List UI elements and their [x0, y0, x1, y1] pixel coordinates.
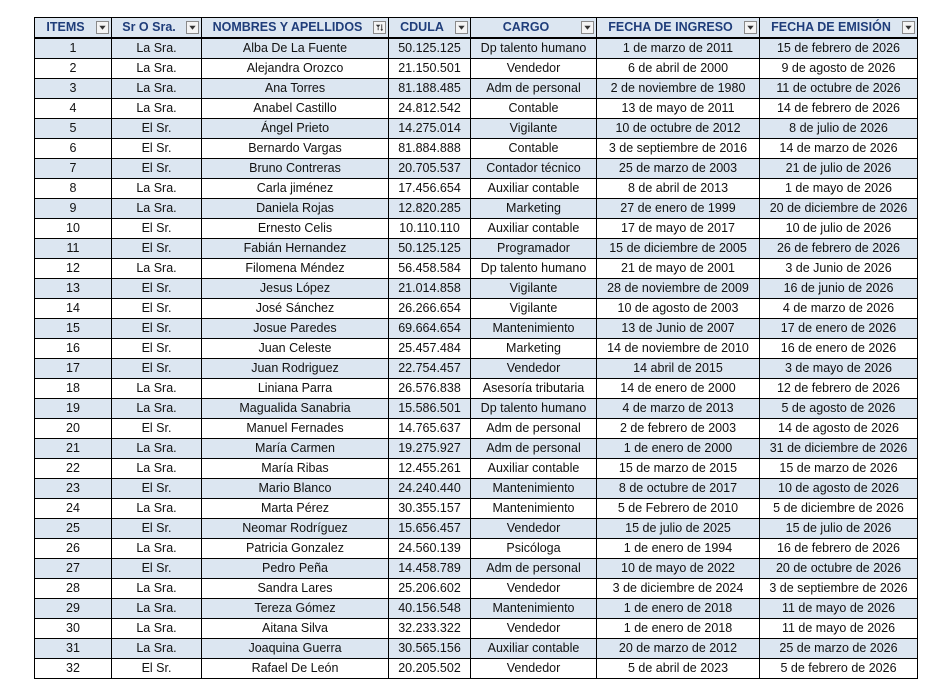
- cell-cedula[interactable]: 24.240.440: [389, 479, 471, 499]
- cell-treatment[interactable]: El Sr.: [112, 559, 202, 579]
- cell-treatment[interactable]: El Sr.: [112, 319, 202, 339]
- cell-cedula[interactable]: 69.664.654: [389, 319, 471, 339]
- cell-cedula[interactable]: 19.275.927: [389, 439, 471, 459]
- cell-issue-date[interactable]: 9 de agosto de 2026: [760, 59, 918, 79]
- cell-issue-date[interactable]: 20 de diciembre de 2026: [760, 199, 918, 219]
- cell-full-name[interactable]: Anabel Castillo: [202, 99, 389, 119]
- cell-position[interactable]: Adm de personal: [471, 79, 597, 99]
- cell-position[interactable]: Asesoría tributaria: [471, 379, 597, 399]
- cell-treatment[interactable]: El Sr.: [112, 219, 202, 239]
- cell-full-name[interactable]: Sandra Lares: [202, 579, 389, 599]
- cell-full-name[interactable]: Ana Torres: [202, 79, 389, 99]
- cell-issue-date[interactable]: 5 de febrero de 2026: [760, 659, 918, 679]
- column-header-issue-date[interactable]: [760, 18, 918, 39]
- cell-start-date[interactable]: 8 de abril de 2013: [597, 179, 760, 199]
- table-row: [35, 99, 918, 119]
- table-row: [35, 339, 918, 359]
- cell-items[interactable]: 8: [35, 179, 112, 199]
- cell-full-name[interactable]: Fabián Hernandez: [202, 239, 389, 259]
- cell-full-name[interactable]: Magualida Sanabria: [202, 399, 389, 419]
- cell-start-date[interactable]: 27 de enero de 1999: [597, 199, 760, 219]
- filter-dropdown-icon[interactable]: [581, 21, 594, 34]
- cell-items[interactable]: 17: [35, 359, 112, 379]
- cell-treatment[interactable]: El Sr.: [112, 339, 202, 359]
- cell-start-date[interactable]: 10 de mayo de 2022: [597, 559, 760, 579]
- table-row: [35, 399, 918, 419]
- cell-cedula[interactable]: 26.266.654: [389, 299, 471, 319]
- cell-full-name[interactable]: Juan Rodriguez: [202, 359, 389, 379]
- cell-start-date[interactable]: 28 de noviembre de 2009: [597, 279, 760, 299]
- cell-full-name[interactable]: Manuel Fernades: [202, 419, 389, 439]
- filter-dropdown-icon[interactable]: [902, 21, 915, 34]
- cell-start-date[interactable]: 5 de Febrero de 2010: [597, 499, 760, 519]
- cell-issue-date[interactable]: 20 de octubre de 2026: [760, 559, 918, 579]
- table-row: [35, 439, 918, 459]
- cell-start-date[interactable]: 1 de enero de 2018: [597, 619, 760, 639]
- cell-full-name[interactable]: Alejandra Orozco: [202, 59, 389, 79]
- cell-treatment[interactable]: El Sr.: [112, 159, 202, 179]
- cell-start-date[interactable]: 3 de diciembre de 2024: [597, 579, 760, 599]
- cell-full-name[interactable]: Pedro Peña: [202, 559, 389, 579]
- column-header-full-name[interactable]: [202, 18, 389, 39]
- cell-start-date[interactable]: 2 de febrero de 2003: [597, 419, 760, 439]
- column-header-cedula[interactable]: [389, 18, 471, 39]
- cell-full-name[interactable]: Patricia Gonzalez: [202, 539, 389, 559]
- cell-start-date[interactable]: 3 de septiembre de 2016: [597, 139, 760, 159]
- cell-cedula[interactable]: 24.560.139: [389, 539, 471, 559]
- cell-full-name[interactable]: Liniana Parra: [202, 379, 389, 399]
- cell-cedula[interactable]: 32.233.322: [389, 619, 471, 639]
- cell-issue-date[interactable]: 5 de agosto de 2026: [760, 399, 918, 419]
- cell-cedula[interactable]: 14.765.637: [389, 419, 471, 439]
- table-row: [35, 139, 918, 159]
- cell-position[interactable]: Contable: [471, 139, 597, 159]
- cell-full-name[interactable]: Ernesto Celis: [202, 219, 389, 239]
- column-header-treatment[interactable]: [112, 18, 202, 39]
- cell-issue-date[interactable]: 8 de julio de 2026: [760, 119, 918, 139]
- cell-items[interactable]: 24: [35, 499, 112, 519]
- cell-full-name[interactable]: Rafael De León: [202, 659, 389, 679]
- cell-items[interactable]: 32: [35, 659, 112, 679]
- cell-cedula[interactable]: 20.705.537: [389, 159, 471, 179]
- cell-issue-date[interactable]: 1 de mayo de 2026: [760, 179, 918, 199]
- cell-cedula[interactable]: 56.458.584: [389, 259, 471, 279]
- column-header-cell: [471, 18, 596, 37]
- cell-treatment[interactable]: La Sra.: [112, 599, 202, 619]
- cell-treatment[interactable]: El Sr.: [112, 359, 202, 379]
- table-row: [35, 459, 918, 479]
- column-header-label: Sr O Sra.: [122, 20, 176, 34]
- column-header-cell: [597, 18, 759, 37]
- cell-full-name[interactable]: Alba De La Fuente: [202, 38, 389, 59]
- cell-cedula[interactable]: 15.656.457: [389, 519, 471, 539]
- cell-position[interactable]: Auxiliar contable: [471, 459, 597, 479]
- cell-items[interactable]: 11: [35, 239, 112, 259]
- cell-treatment[interactable]: La Sra.: [112, 539, 202, 559]
- cell-cedula[interactable]: 14.275.014: [389, 119, 471, 139]
- cell-issue-date[interactable]: 16 de junio de 2026: [760, 279, 918, 299]
- cell-position[interactable]: Vendedor: [471, 359, 597, 379]
- column-header-cell: [35, 18, 111, 37]
- cell-treatment[interactable]: El Sr.: [112, 659, 202, 679]
- cell-items[interactable]: 14: [35, 299, 112, 319]
- cell-full-name[interactable]: Juan Celeste: [202, 339, 389, 359]
- cell-cedula[interactable]: 17.456.654: [389, 179, 471, 199]
- header-row: [35, 18, 918, 39]
- cell-treatment[interactable]: La Sra.: [112, 59, 202, 79]
- column-header-label: FECHA DE INGRESO: [608, 20, 733, 34]
- cell-position[interactable]: Adm de personal: [471, 419, 597, 439]
- cell-position[interactable]: Dp talento humano: [471, 259, 597, 279]
- cell-full-name[interactable]: Neomar Rodríguez: [202, 519, 389, 539]
- table-row: [35, 38, 918, 59]
- cell-start-date[interactable]: 14 de enero de 2000: [597, 379, 760, 399]
- cell-items[interactable]: 9: [35, 199, 112, 219]
- table-row: [35, 419, 918, 439]
- column-header-start-date[interactable]: [597, 18, 760, 39]
- cell-items[interactable]: 25: [35, 519, 112, 539]
- cell-treatment[interactable]: La Sra.: [112, 399, 202, 419]
- filter-dropdown-icon[interactable]: [744, 21, 757, 34]
- cell-full-name[interactable]: María Ribas: [202, 459, 389, 479]
- cell-issue-date[interactable]: 3 de mayo de 2026: [760, 359, 918, 379]
- cell-cedula[interactable]: 12.455.261: [389, 459, 471, 479]
- cell-items[interactable]: 27: [35, 559, 112, 579]
- cell-issue-date[interactable]: 10 de agosto de 2026: [760, 479, 918, 499]
- table-row: [35, 379, 918, 399]
- cell-start-date[interactable]: 1 de marzo de 2011: [597, 38, 760, 59]
- cell-full-name[interactable]: Bernardo Vargas: [202, 139, 389, 159]
- cell-items[interactable]: 1: [35, 38, 112, 59]
- cell-full-name[interactable]: Josue Paredes: [202, 319, 389, 339]
- cell-issue-date[interactable]: 10 de julio de 2026: [760, 219, 918, 239]
- cell-treatment[interactable]: El Sr.: [112, 299, 202, 319]
- cell-start-date[interactable]: 2 de noviembre de 1980: [597, 79, 760, 99]
- cell-issue-date[interactable]: 16 de enero de 2026: [760, 339, 918, 359]
- filter-dropdown-icon[interactable]: [455, 21, 468, 34]
- cell-position[interactable]: Mantenimiento: [471, 319, 597, 339]
- column-header-label: CDULA: [400, 20, 444, 34]
- cell-issue-date[interactable]: 14 de marzo de 2026: [760, 139, 918, 159]
- cell-position[interactable]: Dp talento humano: [471, 399, 597, 419]
- cell-issue-date[interactable]: 25 de marzo de 2026: [760, 639, 918, 659]
- cell-treatment[interactable]: La Sra.: [112, 439, 202, 459]
- table-row: [35, 219, 918, 239]
- cell-start-date[interactable]: 25 de marzo de 2003: [597, 159, 760, 179]
- cell-issue-date[interactable]: 5 de diciembre de 2026: [760, 499, 918, 519]
- cell-cedula[interactable]: 25.206.602: [389, 579, 471, 599]
- cell-treatment[interactable]: El Sr.: [112, 479, 202, 499]
- column-header-label: FECHA DE EMISIÓN: [771, 20, 891, 34]
- cell-start-date[interactable]: 14 abril de 2015: [597, 359, 760, 379]
- table-header: [35, 18, 918, 39]
- cell-start-date[interactable]: 4 de marzo de 2013: [597, 399, 760, 419]
- cell-position[interactable]: Vendedor: [471, 579, 597, 599]
- table-row: [35, 619, 918, 639]
- column-header-label: ITEMS: [46, 20, 85, 34]
- cell-full-name[interactable]: Ángel Prieto: [202, 119, 389, 139]
- cell-start-date[interactable]: 10 de octubre de 2012: [597, 119, 760, 139]
- cell-start-date[interactable]: 1 de enero de 1994: [597, 539, 760, 559]
- table-row: [35, 179, 918, 199]
- cell-cedula[interactable]: 12.820.285: [389, 199, 471, 219]
- table-row: [35, 159, 918, 179]
- table-row: [35, 199, 918, 219]
- cell-position[interactable]: Programador: [471, 239, 597, 259]
- cell-treatment[interactable]: La Sra.: [112, 199, 202, 219]
- table-row: [35, 119, 918, 139]
- cell-position[interactable]: Marketing: [471, 199, 597, 219]
- table-row: [35, 519, 918, 539]
- cell-position[interactable]: Mantenimiento: [471, 499, 597, 519]
- table-row: [35, 239, 918, 259]
- cell-items[interactable]: 29: [35, 599, 112, 619]
- cell-full-name[interactable]: José Sánchez: [202, 299, 389, 319]
- filter-dropdown-icon[interactable]: [96, 21, 109, 34]
- cell-start-date[interactable]: 15 de julio de 2025: [597, 519, 760, 539]
- cell-items[interactable]: 18: [35, 379, 112, 399]
- cell-issue-date[interactable]: 11 de octubre de 2026: [760, 79, 918, 99]
- cell-position[interactable]: Mantenimiento: [471, 479, 597, 499]
- cell-treatment[interactable]: El Sr.: [112, 119, 202, 139]
- cell-cedula[interactable]: 50.125.125: [389, 38, 471, 59]
- cell-issue-date[interactable]: 11 de mayo de 2026: [760, 599, 918, 619]
- cell-cedula[interactable]: 20.205.502: [389, 659, 471, 679]
- employee-table: [34, 17, 918, 679]
- sort-filter-icon[interactable]: [373, 21, 386, 34]
- table-row: [35, 599, 918, 619]
- cell-issue-date[interactable]: 14 de agosto de 2026: [760, 419, 918, 439]
- cell-position[interactable]: Vendedor: [471, 59, 597, 79]
- table-row: [35, 559, 918, 579]
- cell-treatment[interactable]: La Sra.: [112, 459, 202, 479]
- cell-cedula[interactable]: 81.884.888: [389, 139, 471, 159]
- cell-start-date[interactable]: 17 de mayo de 2017: [597, 219, 760, 239]
- cell-cedula[interactable]: 50.125.125: [389, 239, 471, 259]
- cell-treatment[interactable]: La Sra.: [112, 38, 202, 59]
- cell-items[interactable]: 12: [35, 259, 112, 279]
- table-body: [35, 38, 918, 679]
- cell-start-date[interactable]: 13 de Junio de 2007: [597, 319, 760, 339]
- cell-issue-date[interactable]: 15 de julio de 2026: [760, 519, 918, 539]
- cell-start-date[interactable]: 14 de noviembre de 2010: [597, 339, 760, 359]
- cell-items[interactable]: 3: [35, 79, 112, 99]
- cell-treatment[interactable]: La Sra.: [112, 639, 202, 659]
- cell-cedula[interactable]: 10.110.110: [389, 219, 471, 239]
- table-row: [35, 79, 918, 99]
- cell-cedula[interactable]: 26.576.838: [389, 379, 471, 399]
- cell-items[interactable]: 2: [35, 59, 112, 79]
- cell-full-name[interactable]: Jesus López: [202, 279, 389, 299]
- cell-items[interactable]: 6: [35, 139, 112, 159]
- cell-items[interactable]: 23: [35, 479, 112, 499]
- cell-position[interactable]: Vigilante: [471, 299, 597, 319]
- table-row: [35, 319, 918, 339]
- cell-treatment[interactable]: La Sra.: [112, 499, 202, 519]
- cell-start-date[interactable]: 1 de enero de 2000: [597, 439, 760, 459]
- cell-treatment[interactable]: El Sr.: [112, 139, 202, 159]
- cell-position[interactable]: Auxiliar contable: [471, 179, 597, 199]
- column-header-label: CARGO: [502, 20, 550, 34]
- cell-cedula[interactable]: 24.812.542: [389, 99, 471, 119]
- cell-treatment[interactable]: La Sra.: [112, 99, 202, 119]
- cell-items[interactable]: 30: [35, 619, 112, 639]
- cell-treatment[interactable]: El Sr.: [112, 519, 202, 539]
- cell-treatment[interactable]: La Sra.: [112, 179, 202, 199]
- cell-issue-date[interactable]: 21 de julio de 2026: [760, 159, 918, 179]
- cell-full-name[interactable]: Bruno Contreras: [202, 159, 389, 179]
- cell-full-name[interactable]: Marta Pérez: [202, 499, 389, 519]
- cell-position[interactable]: Marketing: [471, 339, 597, 359]
- cell-full-name[interactable]: Daniela Rojas: [202, 199, 389, 219]
- cell-start-date[interactable]: 13 de mayo de 2011: [597, 99, 760, 119]
- column-header-position[interactable]: [471, 18, 597, 39]
- cell-issue-date[interactable]: 4 de marzo de 2026: [760, 299, 918, 319]
- cell-start-date[interactable]: 8 de octubre de 2017: [597, 479, 760, 499]
- table-row: [35, 299, 918, 319]
- cell-position[interactable]: Dp talento humano: [471, 38, 597, 59]
- cell-full-name[interactable]: Mario Blanco: [202, 479, 389, 499]
- table-row: [35, 579, 918, 599]
- cell-full-name[interactable]: Carla jiménez: [202, 179, 389, 199]
- cell-issue-date[interactable]: 15 de marzo de 2026: [760, 459, 918, 479]
- cell-issue-date[interactable]: 16 de febrero de 2026: [760, 539, 918, 559]
- cell-position[interactable]: Auxiliar contable: [471, 219, 597, 239]
- cell-items[interactable]: 26: [35, 539, 112, 559]
- cell-start-date[interactable]: 1 de enero de 2018: [597, 599, 760, 619]
- cell-issue-date[interactable]: 3 de Junio de 2026: [760, 259, 918, 279]
- cell-cedula[interactable]: 25.457.484: [389, 339, 471, 359]
- cell-items[interactable]: 21: [35, 439, 112, 459]
- cell-cedula[interactable]: 21.150.501: [389, 59, 471, 79]
- cell-cedula[interactable]: 30.565.156: [389, 639, 471, 659]
- table-row: [35, 59, 918, 79]
- cell-full-name[interactable]: Joaquina Guerra: [202, 639, 389, 659]
- cell-cedula[interactable]: 14.458.789: [389, 559, 471, 579]
- cell-position[interactable]: Mantenimiento: [471, 599, 597, 619]
- cell-treatment[interactable]: El Sr.: [112, 279, 202, 299]
- cell-position[interactable]: Auxiliar contable: [471, 639, 597, 659]
- cell-items[interactable]: 7: [35, 159, 112, 179]
- cell-issue-date[interactable]: 12 de febrero de 2026: [760, 379, 918, 399]
- cell-full-name[interactable]: Tereza Gómez: [202, 599, 389, 619]
- cell-items[interactable]: 16: [35, 339, 112, 359]
- cell-start-date[interactable]: 20 de marzo de 2012: [597, 639, 760, 659]
- cell-treatment[interactable]: La Sra.: [112, 579, 202, 599]
- cell-items[interactable]: 4: [35, 99, 112, 119]
- cell-full-name[interactable]: Filomena Méndez: [202, 259, 389, 279]
- cell-position[interactable]: Contable: [471, 99, 597, 119]
- cell-items[interactable]: 15: [35, 319, 112, 339]
- column-header-cell: [760, 18, 917, 37]
- cell-start-date[interactable]: 21 de mayo de 2001: [597, 259, 760, 279]
- cell-items[interactable]: 5: [35, 119, 112, 139]
- cell-cedula[interactable]: 40.156.548: [389, 599, 471, 619]
- cell-treatment[interactable]: La Sra.: [112, 79, 202, 99]
- cell-items[interactable]: 28: [35, 579, 112, 599]
- column-header-cell: [202, 18, 388, 37]
- cell-items[interactable]: 20: [35, 419, 112, 439]
- cell-position[interactable]: Contador técnico: [471, 159, 597, 179]
- table-row: [35, 279, 918, 299]
- cell-treatment[interactable]: El Sr.: [112, 419, 202, 439]
- cell-cedula[interactable]: 15.586.501: [389, 399, 471, 419]
- cell-start-date[interactable]: 5 de abril de 2023: [597, 659, 760, 679]
- table-row: [35, 479, 918, 499]
- cell-full-name[interactable]: Aitana Silva: [202, 619, 389, 639]
- cell-items[interactable]: 22: [35, 459, 112, 479]
- cell-issue-date[interactable]: 17 de enero de 2026: [760, 319, 918, 339]
- cell-items[interactable]: 13: [35, 279, 112, 299]
- cell-start-date[interactable]: 15 de marzo de 2015: [597, 459, 760, 479]
- cell-cedula[interactable]: 81.188.485: [389, 79, 471, 99]
- filter-dropdown-icon[interactable]: [186, 21, 199, 34]
- cell-start-date[interactable]: 6 de abril de 2000: [597, 59, 760, 79]
- cell-issue-date[interactable]: 14 de febrero de 2026: [760, 99, 918, 119]
- table-row: [35, 539, 918, 559]
- table-row: [35, 259, 918, 279]
- table-row: [35, 359, 918, 379]
- cell-items[interactable]: 19: [35, 399, 112, 419]
- cell-cedula[interactable]: 30.355.157: [389, 499, 471, 519]
- column-header-cell: [112, 18, 201, 37]
- cell-start-date[interactable]: 10 de agosto de 2003: [597, 299, 760, 319]
- cell-position[interactable]: Psicóloga: [471, 539, 597, 559]
- cell-position[interactable]: Vigilante: [471, 279, 597, 299]
- cell-issue-date[interactable]: 11 de mayo de 2026: [760, 619, 918, 639]
- column-header-items[interactable]: [35, 18, 112, 39]
- cell-start-date[interactable]: 15 de diciembre de 2005: [597, 239, 760, 259]
- cell-issue-date[interactable]: 31 de diciembre de 2026: [760, 439, 918, 459]
- cell-position[interactable]: Adm de personal: [471, 559, 597, 579]
- cell-issue-date[interactable]: 15 de febrero de 2026: [760, 38, 918, 59]
- cell-items[interactable]: 31: [35, 639, 112, 659]
- cell-cedula[interactable]: 22.754.457: [389, 359, 471, 379]
- cell-treatment[interactable]: La Sra.: [112, 259, 202, 279]
- cell-full-name[interactable]: María Carmen: [202, 439, 389, 459]
- column-header-cell: [389, 18, 470, 37]
- cell-position[interactable]: Vendedor: [471, 619, 597, 639]
- table-row: [35, 499, 918, 519]
- cell-position[interactable]: Adm de personal: [471, 439, 597, 459]
- cell-position[interactable]: Vigilante: [471, 119, 597, 139]
- cell-issue-date[interactable]: 3 de septiembre de 2026: [760, 579, 918, 599]
- cell-treatment[interactable]: La Sra.: [112, 379, 202, 399]
- cell-items[interactable]: 10: [35, 219, 112, 239]
- cell-position[interactable]: Vendedor: [471, 659, 597, 679]
- cell-treatment[interactable]: La Sra.: [112, 619, 202, 639]
- table-row: [35, 659, 918, 679]
- cell-issue-date[interactable]: 26 de febrero de 2026: [760, 239, 918, 259]
- column-header-label: NOMBRES Y APELLIDOS: [212, 20, 363, 34]
- table-row: [35, 639, 918, 659]
- cell-cedula[interactable]: 21.014.858: [389, 279, 471, 299]
- cell-position[interactable]: Vendedor: [471, 519, 597, 539]
- cell-treatment[interactable]: El Sr.: [112, 239, 202, 259]
